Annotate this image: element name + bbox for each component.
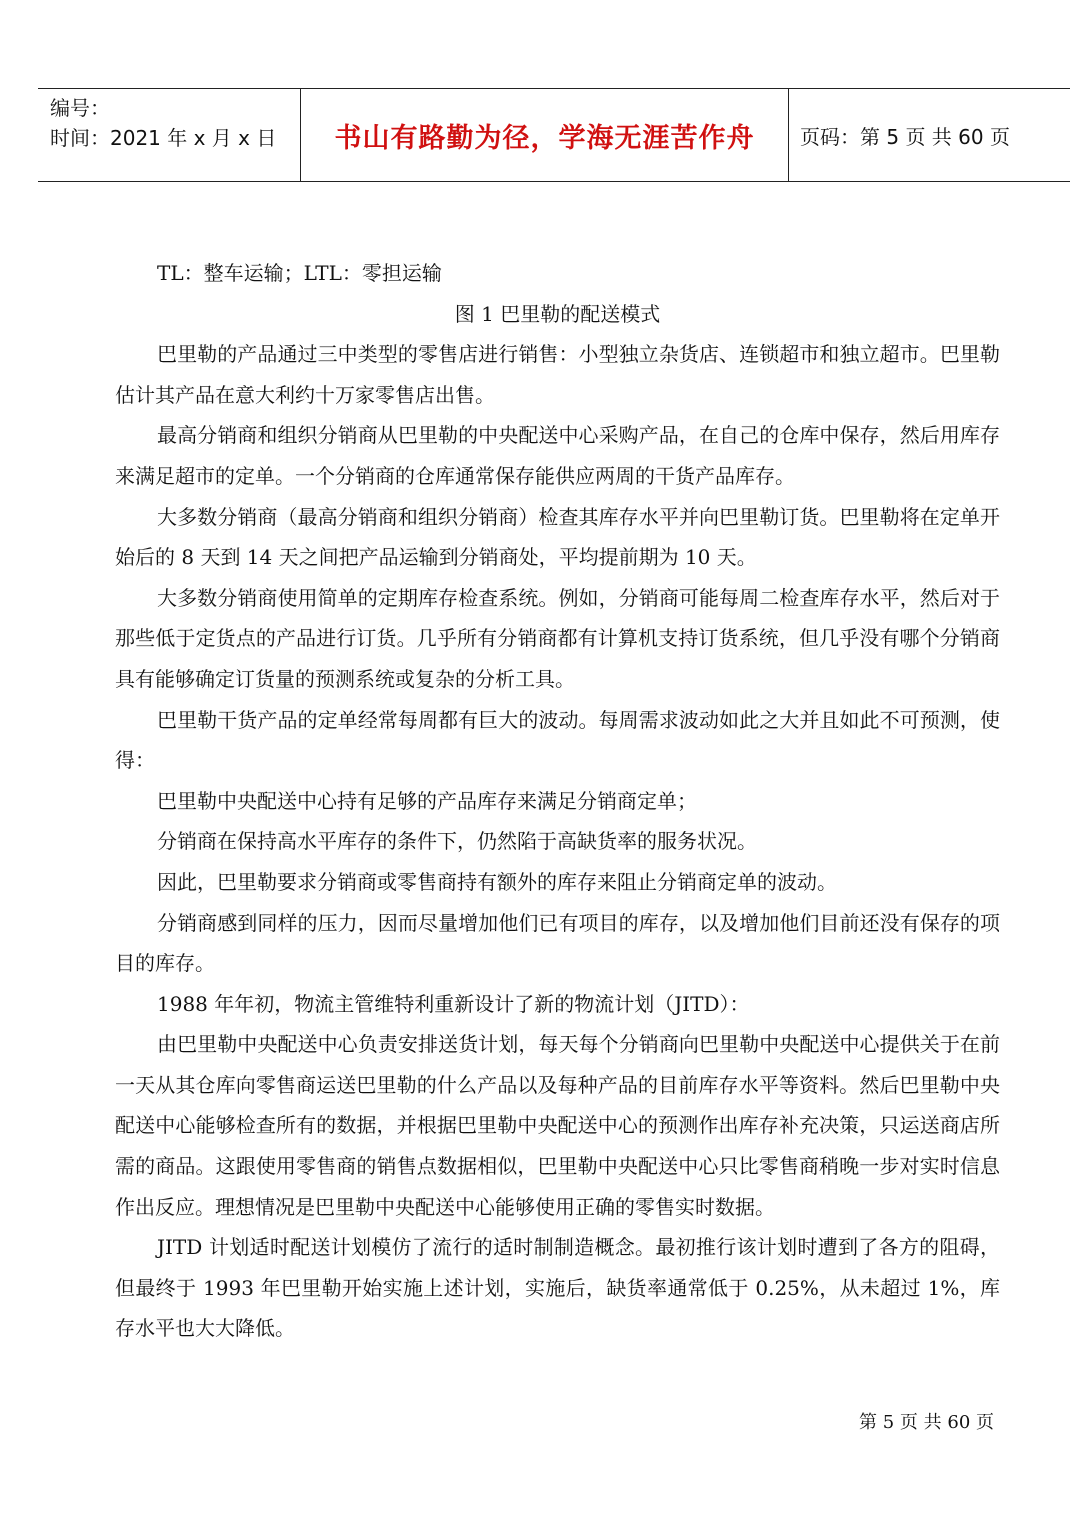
body-paragraph: TL：整车运输；LTL：零担运输	[157, 261, 442, 285]
header-divider	[788, 89, 789, 182]
header-motto: 书山有路勤为径，学海无涯苦作舟	[334, 123, 755, 154]
body-paragraph: 最高分销商和组织分销商从巴里勒的中央配送中心采购产品，在自己的仓库中保存，然后用库存来满足超市的定单。一个分销商的仓库通常保存能供应两周的干货产品库存。	[115, 423, 1000, 488]
document-header	[38, 88, 1070, 182]
body-paragraph: 大多数分销商（最高分销商和组织分销商）检查其库存水平并向巴里勒订货。巴里勒将在定单开始后的 8 天到 14 天之间把产品运输到分销商处，平均提前期为 10 天。	[115, 504, 1000, 570]
body-paragraph: 分销商感到同样的压力，因而尽量增加他们已有项目的库存，以及增加他们目前还没有保存的项目的库存。	[115, 910, 1000, 976]
body-paragraph: 因此，巴里勒要求分销商或零售商持有额外的库存来阻止分销商定单的波动。	[157, 869, 837, 894]
figure-caption: 图 1 巴里勒的配送模式	[454, 301, 661, 326]
body-paragraph: 巴里勒的产品通过三中类型的零售店进行销售：小型独立杂货店、连锁超市和独立超市。巴里勒估计其产品在意大利约十万家零售店出售。	[115, 342, 1000, 407]
body-paragraph: 分销商在保持高水平库存的条件下，仍然陷于高缺货率的服务状况。	[157, 829, 757, 854]
header-time-label: 时间：2021 年 x 月 x 日	[50, 126, 277, 150]
body-paragraph: 由巴里勒中央配送中心负责安排送货计划，每天每个分销商向巴里勒中央配送中心提供关于在前一天从其仓库向零售商运送巴里勒的什么产品以及每种产品的目前库存水平等资料。然后巴里勒中央配送中心能够检查所有的数据，并根据巴里勒中央配送中心的预测作出库存补充决策，只运送商店所需的商品。这跟使用零售商的销售点数据相似，巴里勒中央配送中心只比零售商稍晚一步对实时信息作出反应。理想情况是巴里勒中央配送中心能够使用正确的零售实时数据。	[115, 1032, 1000, 1219]
document-body	[115, 253, 1000, 1349]
body-paragraph: 1988 年年初，物流主管维特利重新设计了新的物流计划（JITD）：	[157, 991, 750, 1016]
header-number-label: 编号：	[50, 96, 110, 120]
body-paragraph: 大多数分销商使用简单的定期库存检查系统。例如，分销商可能每周二检查库存水平，然后对于那些低于定货点的产品进行订货。几乎所有分销商都有计算机支持订货系统，但几乎没有哪个分销商具有能够确定订货量的预测系统或复杂的分析工具。	[115, 585, 1000, 691]
body-paragraph: 巴里勒中央配送中心持有足够的产品库存来满足分销商定单；	[157, 788, 697, 813]
header-page-label: 页码：第 5 页 共 60 页	[800, 125, 1010, 149]
body-paragraph: JITD 计划适时配送计划模仿了流行的适时制制造概念。最初推行该计划时遭到了各方的阻碍，但最终于 1993 年巴里勒开始实施上述计划，实施后，缺货率通常低于 0.25%，从未超过 1%，库存水平也大大降低。	[115, 1235, 1000, 1341]
body-paragraph: 巴里勒干货产品的定单经常每周都有巨大的波动。每周需求波动如此之大并且如此不可预测，使得：	[115, 707, 1000, 773]
header-meta	[50, 93, 300, 153]
page-footer: 第 5 页 共 60 页	[859, 1412, 994, 1433]
